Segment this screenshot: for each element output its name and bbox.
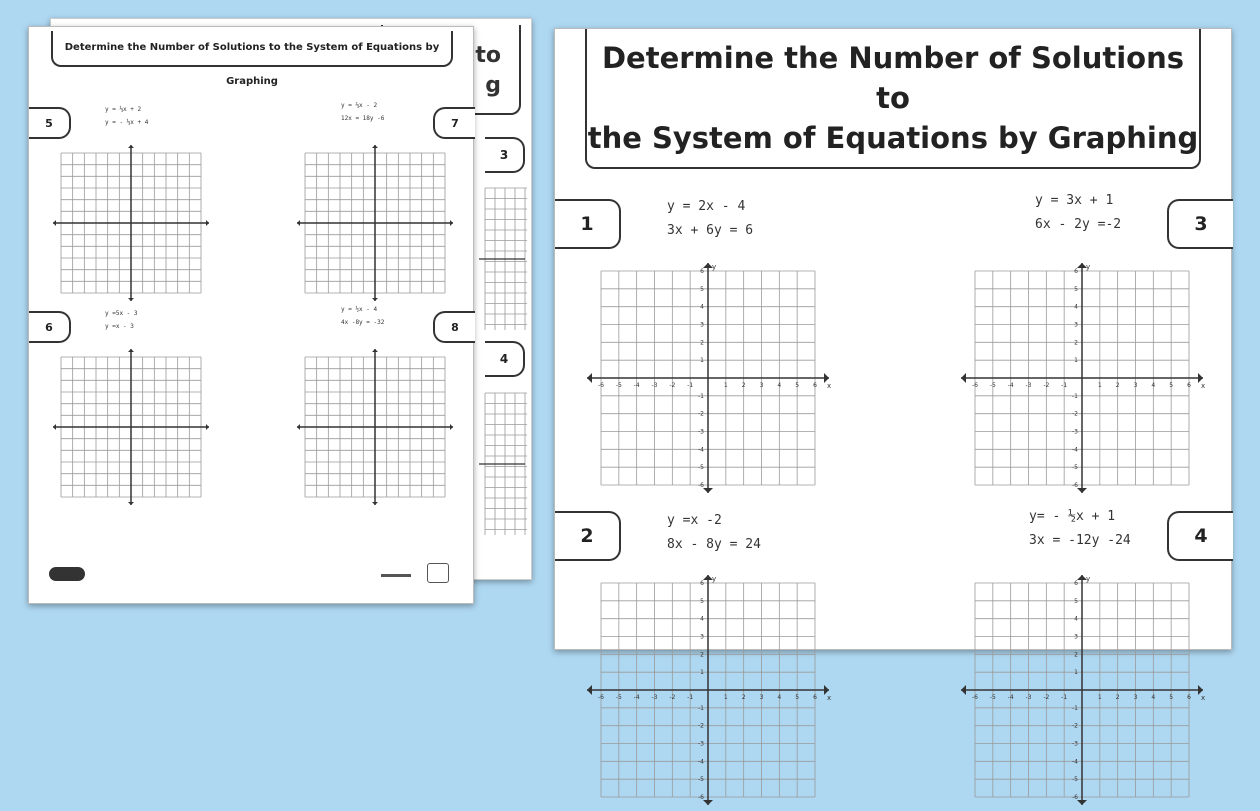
axis-arrow-icon [372,349,378,352]
footer-text-mark [381,574,411,577]
equation-pair [1029,505,1131,553]
title-line2: the System of Equations by Graphing [587,121,1199,155]
equation: y = - ⅓x + 4 [105,119,149,126]
y-axis-label: y [1086,575,1091,583]
y-tick-label: 6 [700,580,704,587]
y-tick-label: 1 [700,357,704,365]
x-tick-label: -6 [598,694,604,701]
y-tick-label: -4 [698,446,704,454]
coordinate-grid [51,349,211,509]
x-tick-label: -1 [687,694,694,701]
equation: 6x - 2y =-2 [1035,217,1122,232]
y-tick-label: -1 [698,392,704,400]
back-problem-tab: 3 [485,137,525,173]
y-tick-label: 6 [1074,268,1078,275]
axis-arrow-icon [703,488,713,493]
problem-number-tab: 6 [29,311,71,343]
equation: 4x -8y = -32 [341,319,385,326]
axis-arrow-icon [297,220,300,226]
back-graph-grid [479,184,527,334]
x-tick-label: -4 [1007,694,1014,701]
x-axis-label: x [827,694,832,702]
back-graph-grid [479,389,527,539]
y-tick-label: 2 [700,339,704,347]
x-tick-label: 4 [1151,382,1156,389]
equation-pair [667,195,753,243]
x-axis-label: x [1201,694,1206,702]
x-tick-label: -3 [1025,694,1032,701]
y-tick-label: 3 [700,633,704,641]
x-tick-label: 3 [1133,694,1138,701]
axis-arrow-icon [372,502,378,505]
main-worksheet-page [554,28,1232,801]
y-tick-label: 5 [1074,285,1078,293]
y-tick-label: 4 [700,303,704,311]
equation-pair [667,509,761,557]
x-tick-label: 1 [723,382,728,389]
equation: y = 2x - 4 [667,199,746,214]
x-tick-label: -5 [615,694,622,701]
axis-arrow-icon [1077,488,1087,493]
y-tick-label: 6 [700,268,704,275]
y-tick-label: 1 [1074,357,1078,365]
axis-arrow-icon [372,298,378,301]
equation: y =x - 3 [105,323,134,330]
y-tick-label: -2 [698,410,704,418]
y-tick-label: -6 [698,794,704,801]
problem-number-tab: 1 [555,199,621,249]
axis-arrow-icon [961,373,966,383]
equation: y =5x - 3 [105,310,138,317]
y-tick-label: -5 [1072,776,1078,784]
y-tick-label: 4 [1074,615,1078,623]
x-tick-label: 3 [1133,382,1138,389]
x-tick-label: 6 [1187,694,1191,701]
y-tick-label: 5 [700,597,704,605]
x-tick-label: 3 [759,694,764,701]
axis-arrow-icon [128,298,134,301]
x-tick-label: -1 [687,382,694,389]
x-tick-label: 4 [1151,694,1156,701]
y-tick-label: -6 [1072,794,1078,801]
problem-number-tab: 8 [433,311,475,343]
coordinate-grid [585,259,831,499]
x-tick-label: -2 [669,382,676,389]
y-tick-label: 5 [1074,597,1078,605]
axis-arrow-icon [1077,800,1087,805]
coordinate-grid [51,145,211,305]
x-tick-label: -4 [633,382,640,389]
y-tick-label: -3 [698,740,704,748]
small-page-title: Determine the Number of Solutions to the System of Equations by Graphing [51,31,453,67]
y-tick-label: 5 [700,285,704,293]
x-tick-label: 6 [1187,382,1191,389]
x-tick-label: 5 [795,694,800,701]
y-axis-label: y [712,263,717,271]
main-page-title [585,29,1201,169]
y-tick-label: -2 [1072,722,1078,730]
footer-badge-icon [427,563,449,583]
x-tick-label: -2 [669,694,676,701]
coordinate-grid [959,259,1205,499]
x-axis-label: x [827,382,832,390]
axis-arrow-icon [206,424,209,430]
x-tick-label: -2 [1043,382,1050,389]
y-tick-label: -5 [1072,464,1078,472]
y-tick-label: -3 [1072,740,1078,748]
coordinate-grid [585,571,831,811]
equation: y= - ½x + 1 [1029,509,1116,524]
equation-pair [1035,189,1121,237]
y-tick-label: 6 [1074,580,1078,587]
axis-arrow-icon [703,800,713,805]
x-tick-label: 3 [759,382,764,389]
x-tick-label: -1 [1061,694,1068,701]
publisher-logo [49,567,85,581]
back-title-line1: to [475,43,501,68]
problem-number-tab: 5 [29,107,71,139]
y-tick-label: -3 [698,428,704,436]
y-tick-label: -4 [1072,758,1078,766]
y-tick-label: -1 [1072,704,1078,712]
coordinate-grid [959,571,1205,811]
y-tick-label: 3 [1074,633,1078,641]
axis-arrow-icon [587,373,592,383]
equation: y = ½x - 4 [341,306,378,313]
axis-arrow-icon [206,220,209,226]
coordinate-grid [295,145,455,305]
y-tick-label: 3 [1074,321,1078,329]
x-tick-label: -3 [651,694,658,701]
x-tick-label: 6 [813,694,817,701]
y-tick-label: -5 [698,464,704,472]
x-tick-label: -3 [651,382,658,389]
y-axis-label: y [1086,263,1091,271]
y-tick-label: -1 [1072,392,1078,400]
problem-number-tab: 2 [555,511,621,561]
y-tick-label: -6 [698,482,704,489]
y-tick-label: 4 [700,615,704,623]
y-tick-label: -4 [1072,446,1078,454]
problem-number-tab: 3 [1167,199,1233,249]
title-line1: Determine the Number of Solutions to [601,41,1185,115]
axis-arrow-icon [372,145,378,148]
axis-arrow-icon [961,685,966,695]
x-tick-label: 4 [777,694,782,701]
x-tick-label: -4 [1007,382,1014,389]
equation: y =x -2 [667,513,722,528]
y-tick-label: 2 [1074,339,1078,347]
axis-arrow-icon [128,502,134,505]
coordinate-grid [295,349,455,509]
axis-arrow-icon [128,145,134,148]
axis-arrow-icon [128,349,134,352]
axis-arrow-icon [297,424,300,430]
axis-arrow-icon [53,220,56,226]
x-tick-label: -2 [1043,694,1050,701]
x-tick-label: -6 [972,382,978,389]
y-axis-label: y [712,575,717,583]
x-tick-label: 5 [1169,694,1174,701]
y-tick-label: 3 [700,321,704,329]
y-tick-label: 2 [1074,651,1078,659]
x-tick-label: 1 [1097,694,1102,701]
problem-number-tab: 7 [433,107,475,139]
x-tick-label: -5 [989,382,996,389]
equation-pair [105,103,148,129]
x-tick-label: -5 [989,694,996,701]
y-tick-label: 1 [700,669,704,677]
equation-pair [105,307,138,333]
back-title-line2: g [485,73,501,98]
equation: 3x + 6y = 6 [667,223,754,238]
x-tick-label: -6 [598,382,604,389]
x-tick-label: 4 [777,382,782,389]
x-tick-label: 2 [741,382,746,389]
y-tick-label: -6 [1072,482,1078,489]
x-tick-label: 2 [1115,382,1120,389]
y-tick-label: 4 [1074,303,1078,311]
y-tick-label: -5 [698,776,704,784]
x-tick-label: -1 [1061,382,1068,389]
x-tick-label: -5 [615,382,622,389]
equation: 3x = -12y -24 [1029,533,1131,548]
y-tick-label: 2 [700,651,704,659]
y-tick-label: -3 [1072,428,1078,436]
axis-arrow-icon [587,685,592,695]
equation: 12x = 18y -6 [341,115,385,122]
equation: y = ⅔x - 2 [341,102,378,109]
x-tick-label: 1 [723,694,728,701]
equation: y = 3x + 1 [1035,193,1114,208]
equation: y = ⅓x + 2 [105,106,142,113]
equation-pair [341,99,384,125]
x-tick-label: 5 [795,382,800,389]
x-tick-label: -3 [1025,382,1032,389]
y-tick-label: -2 [1072,410,1078,418]
back-problem-tab: 4 [485,341,525,377]
x-tick-label: 2 [1115,694,1120,701]
x-tick-label: -6 [972,694,978,701]
x-tick-label: 1 [1097,382,1102,389]
x-axis-label: x [1201,382,1206,390]
y-tick-label: 1 [1074,669,1078,677]
axis-arrow-icon [450,424,453,430]
x-tick-label: -4 [633,694,640,701]
x-tick-label: 5 [1169,382,1174,389]
problem-number-tab: 4 [1167,511,1233,561]
axis-arrow-icon [53,424,56,430]
x-tick-label: 6 [813,382,817,389]
axis-arrow-icon [450,220,453,226]
y-tick-label: -2 [698,722,704,730]
y-tick-label: -4 [698,758,704,766]
y-tick-label: -1 [698,704,704,712]
x-tick-label: 2 [741,694,746,701]
equation-pair [341,303,384,329]
equation: 8x - 8y = 24 [667,537,761,552]
small-worksheet-page [28,26,474,604]
